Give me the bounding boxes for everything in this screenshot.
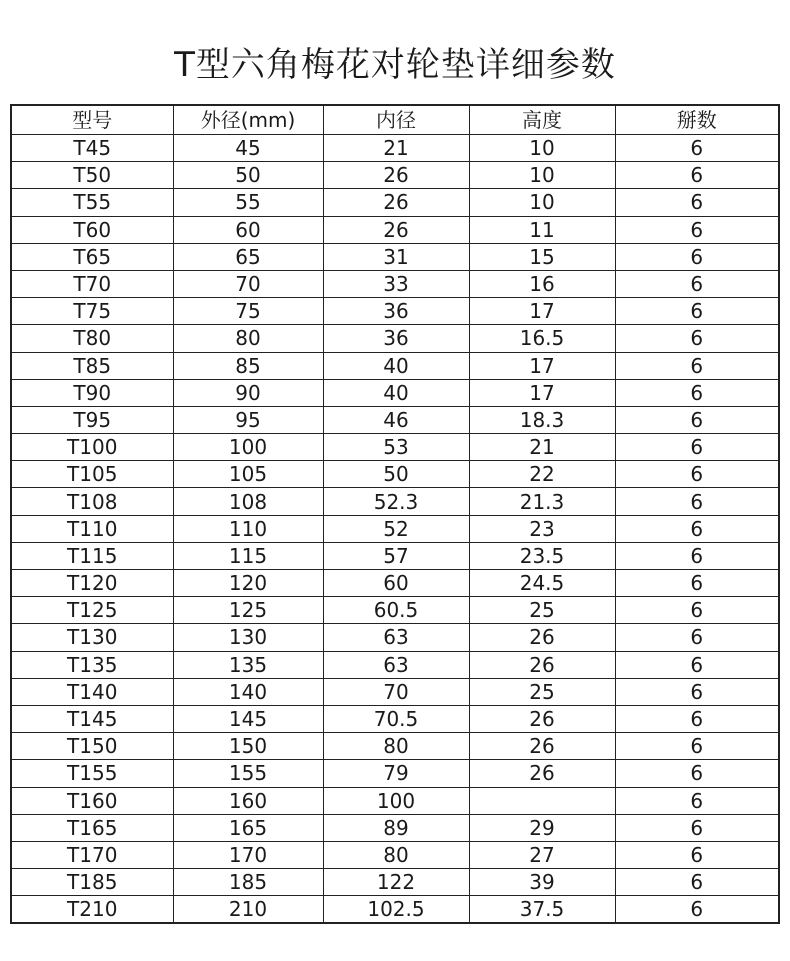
cell-petal-count: 6 (615, 515, 779, 542)
cell-outer-diameter: 115 (173, 542, 323, 569)
cell-model: T85 (11, 352, 173, 379)
cell-inner-diameter: 70.5 (323, 705, 469, 732)
cell-petal-count: 6 (615, 325, 779, 352)
cell-model: T115 (11, 542, 173, 569)
cell-model: T70 (11, 270, 173, 297)
cell-petal-count: 6 (615, 624, 779, 651)
cell-height: 10 (469, 189, 615, 216)
cell-petal-count: 6 (615, 162, 779, 189)
cell-height: 17 (469, 379, 615, 406)
cell-outer-diameter: 155 (173, 760, 323, 787)
cell-petal-count: 6 (615, 733, 779, 760)
cell-petal-count: 6 (615, 896, 779, 924)
cell-outer-diameter: 108 (173, 488, 323, 515)
table-row (11, 624, 779, 651)
cell-model: T130 (11, 624, 173, 651)
cell-outer-diameter: 50 (173, 162, 323, 189)
table-row (11, 760, 779, 787)
cell-outer-diameter: 150 (173, 733, 323, 760)
cell-petal-count: 6 (615, 787, 779, 814)
cell-outer-diameter: 90 (173, 379, 323, 406)
cell-inner-diameter: 89 (323, 814, 469, 841)
cell-model: T108 (11, 488, 173, 515)
cell-height: 26 (469, 733, 615, 760)
table-row (11, 597, 779, 624)
cell-height: 29 (469, 814, 615, 841)
cell-petal-count: 6 (615, 243, 779, 270)
cell-outer-diameter: 145 (173, 705, 323, 732)
cell-petal-count: 6 (615, 406, 779, 433)
cell-petal-count: 6 (615, 705, 779, 732)
cell-height: 16.5 (469, 325, 615, 352)
cell-height: 18.3 (469, 406, 615, 433)
cell-inner-diameter: 40 (323, 379, 469, 406)
cell-inner-diameter: 102.5 (323, 896, 469, 924)
cell-inner-diameter: 26 (323, 189, 469, 216)
cell-outer-diameter: 110 (173, 515, 323, 542)
cell-petal-count: 6 (615, 189, 779, 216)
cell-height: 37.5 (469, 896, 615, 924)
cell-inner-diameter: 36 (323, 325, 469, 352)
cell-inner-diameter: 80 (323, 733, 469, 760)
cell-height: 10 (469, 135, 615, 162)
cell-outer-diameter: 85 (173, 352, 323, 379)
cell-model: T90 (11, 379, 173, 406)
cell-petal-count: 6 (615, 597, 779, 624)
table-row (11, 406, 779, 433)
table-row (11, 379, 779, 406)
cell-height: 26 (469, 624, 615, 651)
cell-inner-diameter: 79 (323, 760, 469, 787)
cell-model: T75 (11, 298, 173, 325)
cell-model: T160 (11, 787, 173, 814)
cell-outer-diameter: 95 (173, 406, 323, 433)
header-petal-count: 掰数 (615, 105, 779, 135)
cell-inner-diameter: 52 (323, 515, 469, 542)
cell-model: T95 (11, 406, 173, 433)
cell-height: 21.3 (469, 488, 615, 515)
cell-outer-diameter: 210 (173, 896, 323, 924)
table-row (11, 216, 779, 243)
cell-model: T65 (11, 243, 173, 270)
cell-model: T55 (11, 189, 173, 216)
table-row (11, 869, 779, 896)
table-row (11, 814, 779, 841)
table-row (11, 787, 779, 814)
cell-petal-count: 6 (615, 841, 779, 868)
table-row (11, 325, 779, 352)
table-row (11, 841, 779, 868)
table-body (11, 135, 779, 924)
cell-outer-diameter: 165 (173, 814, 323, 841)
header-inner-diameter: 内径 (323, 105, 469, 135)
cell-model: T150 (11, 733, 173, 760)
cell-height: 39 (469, 869, 615, 896)
table-row (11, 678, 779, 705)
table-row (11, 434, 779, 461)
cell-height: 21 (469, 434, 615, 461)
cell-petal-count: 6 (615, 869, 779, 896)
cell-inner-diameter: 60 (323, 570, 469, 597)
cell-inner-diameter: 63 (323, 624, 469, 651)
table-row (11, 352, 779, 379)
cell-inner-diameter: 100 (323, 787, 469, 814)
cell-inner-diameter: 26 (323, 216, 469, 243)
cell-model: T165 (11, 814, 173, 841)
cell-height: 25 (469, 597, 615, 624)
cell-inner-diameter: 53 (323, 434, 469, 461)
cell-petal-count: 6 (615, 678, 779, 705)
cell-height: 10 (469, 162, 615, 189)
cell-inner-diameter: 40 (323, 352, 469, 379)
cell-petal-count: 6 (615, 461, 779, 488)
cell-outer-diameter: 60 (173, 216, 323, 243)
cell-inner-diameter: 26 (323, 162, 469, 189)
header-height: 高度 (469, 105, 615, 135)
cell-height: 27 (469, 841, 615, 868)
cell-outer-diameter: 55 (173, 189, 323, 216)
cell-outer-diameter: 45 (173, 135, 323, 162)
cell-model: T185 (11, 869, 173, 896)
cell-outer-diameter: 75 (173, 298, 323, 325)
cell-petal-count: 6 (615, 651, 779, 678)
table-row (11, 461, 779, 488)
cell-inner-diameter: 21 (323, 135, 469, 162)
cell-petal-count: 6 (615, 814, 779, 841)
cell-height: 22 (469, 461, 615, 488)
table-row (11, 243, 779, 270)
table-row (11, 515, 779, 542)
cell-inner-diameter: 46 (323, 406, 469, 433)
cell-model: T210 (11, 896, 173, 924)
cell-inner-diameter: 31 (323, 243, 469, 270)
cell-inner-diameter: 80 (323, 841, 469, 868)
header-model: 型号 (11, 105, 173, 135)
cell-outer-diameter: 65 (173, 243, 323, 270)
header-outer-diameter: 外径(mm) (173, 105, 323, 135)
cell-height (469, 787, 615, 814)
cell-outer-diameter: 185 (173, 869, 323, 896)
cell-model: T110 (11, 515, 173, 542)
table-row (11, 896, 779, 924)
table-row (11, 135, 779, 162)
cell-model: T135 (11, 651, 173, 678)
table-row (11, 570, 779, 597)
cell-inner-diameter: 70 (323, 678, 469, 705)
cell-height: 26 (469, 651, 615, 678)
cell-petal-count: 6 (615, 542, 779, 569)
cell-height: 17 (469, 352, 615, 379)
cell-outer-diameter: 120 (173, 570, 323, 597)
table-row (11, 651, 779, 678)
cell-model: T145 (11, 705, 173, 732)
cell-petal-count: 6 (615, 216, 779, 243)
cell-outer-diameter: 170 (173, 841, 323, 868)
cell-petal-count: 6 (615, 352, 779, 379)
cell-petal-count: 6 (615, 379, 779, 406)
cell-outer-diameter: 130 (173, 624, 323, 651)
cell-outer-diameter: 80 (173, 325, 323, 352)
cell-outer-diameter: 105 (173, 461, 323, 488)
table-row (11, 488, 779, 515)
cell-outer-diameter: 140 (173, 678, 323, 705)
spec-table (10, 104, 780, 924)
cell-petal-count: 6 (615, 760, 779, 787)
cell-inner-diameter: 52.3 (323, 488, 469, 515)
cell-petal-count: 6 (615, 135, 779, 162)
cell-model: T120 (11, 570, 173, 597)
page-title: T型六角梅花对轮垫详细参数 (174, 45, 616, 85)
cell-inner-diameter: 33 (323, 270, 469, 297)
table-row (11, 298, 779, 325)
cell-petal-count: 6 (615, 270, 779, 297)
cell-height: 11 (469, 216, 615, 243)
table-header-row (11, 105, 779, 135)
cell-model: T50 (11, 162, 173, 189)
cell-model: T100 (11, 434, 173, 461)
cell-inner-diameter: 57 (323, 542, 469, 569)
cell-model: T125 (11, 597, 173, 624)
cell-height: 25 (469, 678, 615, 705)
cell-height: 26 (469, 705, 615, 732)
table-row (11, 189, 779, 216)
cell-height: 24.5 (469, 570, 615, 597)
cell-inner-diameter: 63 (323, 651, 469, 678)
cell-outer-diameter: 100 (173, 434, 323, 461)
cell-outer-diameter: 160 (173, 787, 323, 814)
cell-height: 15 (469, 243, 615, 270)
cell-model: T45 (11, 135, 173, 162)
table-row (11, 162, 779, 189)
cell-height: 26 (469, 760, 615, 787)
cell-height: 23.5 (469, 542, 615, 569)
table-row (11, 542, 779, 569)
cell-petal-count: 6 (615, 488, 779, 515)
cell-model: T155 (11, 760, 173, 787)
cell-model: T80 (11, 325, 173, 352)
cell-petal-count: 6 (615, 298, 779, 325)
cell-height: 17 (469, 298, 615, 325)
table-row (11, 270, 779, 297)
cell-inner-diameter: 60.5 (323, 597, 469, 624)
cell-model: T60 (11, 216, 173, 243)
cell-inner-diameter: 50 (323, 461, 469, 488)
cell-model: T140 (11, 678, 173, 705)
cell-model: T170 (11, 841, 173, 868)
cell-inner-diameter: 36 (323, 298, 469, 325)
cell-petal-count: 6 (615, 570, 779, 597)
table-row (11, 705, 779, 732)
cell-inner-diameter: 122 (323, 869, 469, 896)
cell-height: 16 (469, 270, 615, 297)
cell-model: T105 (11, 461, 173, 488)
table-row (11, 733, 779, 760)
cell-height: 23 (469, 515, 615, 542)
cell-outer-diameter: 135 (173, 651, 323, 678)
cell-outer-diameter: 125 (173, 597, 323, 624)
cell-outer-diameter: 70 (173, 270, 323, 297)
cell-petal-count: 6 (615, 434, 779, 461)
